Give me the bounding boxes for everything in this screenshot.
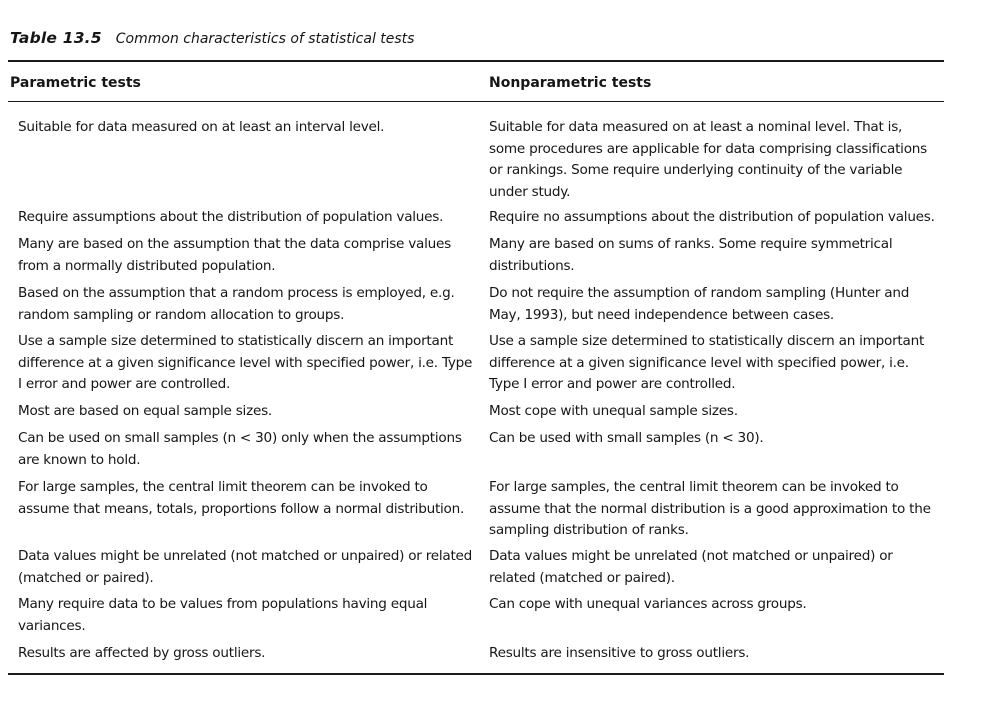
row-10-parametric: Many require data to be values from populations having equal variances. — [18, 596, 428, 634]
column-header-parametric: Parametric tests — [10, 75, 141, 91]
row-11-nonparametric: Results are insensitive to gross outliers. — [489, 645, 750, 661]
top-rule — [8, 60, 944, 62]
header-rule — [8, 101, 944, 102]
row-6-nonparametric: Most cope with unequal sample sizes. — [489, 403, 738, 419]
row-7-parametric: Can be used on small samples (n < 30) only when the assumptions are known to hold. — [18, 430, 462, 468]
row-5-parametric: Use a sample size determined to statistically discern an important difference at a given significance level with specified power, i.e. Type I error and power are controlled. — [18, 333, 473, 392]
row-8-parametric: For large samples, the central limit theorem can be invoked to assume that means, totals, proportions follow a normal distribution. — [18, 479, 465, 517]
row-3-nonparametric: Many are based on sums of ranks. Some require symmetrical distributions. — [489, 236, 893, 274]
row-1-parametric: Suitable for data measured on at least an interval level. — [18, 119, 385, 135]
row-11-parametric: Results are affected by gross outliers. — [18, 645, 266, 661]
column-header-nonparametric: Nonparametric tests — [489, 75, 652, 91]
row-4-nonparametric: Do not require the assumption of random sampling (Hunter and May, 1993), but need independence between cases. — [489, 285, 910, 323]
row-1-nonparametric: Suitable for data measured on at least a nominal level. That is, some procedures are applicable for data comprising classifications or rankings. Some require underlying continuity of the variable under study. — [489, 119, 927, 200]
row-6-parametric: Most are based on equal sample sizes. — [18, 403, 272, 419]
row-7-nonparametric: Can be used with small samples (n < 30). — [489, 430, 764, 446]
table-caption — [10, 28, 414, 49]
row-2-parametric: Require assumptions about the distribution of population values. — [18, 209, 444, 225]
row-4-parametric: Based on the assumption that a random process is employed, e.g. random sampling or random allocation to groups. — [18, 285, 455, 323]
row-2-nonparametric: Require no assumptions about the distribution of population values. — [489, 209, 935, 225]
row-9-nonparametric: Data values might be unrelated (not matched or unpaired) or related (matched or paired). — [489, 548, 893, 586]
row-3-parametric: Many are based on the assumption that the data comprise values from a normally distributed population. — [18, 236, 451, 274]
table-title: Common characteristics of statistical tests — [115, 31, 415, 47]
row-9-parametric: Data values might be unrelated (not matched or unpaired) or related (matched or paired). — [18, 548, 473, 586]
row-5-nonparametric: Use a sample size determined to statistically discern an important difference at a given significance level with specified power, i.e. Type I error and power are controlled. — [489, 333, 925, 392]
row-10-nonparametric: Can cope with unequal variances across groups. — [489, 596, 807, 612]
bottom-rule — [8, 673, 944, 675]
table-number: Table 13.5 — [10, 29, 102, 47]
row-8-nonparametric: For large samples, the central limit theorem can be invoked to assume that the normal distribution is a good approximation to the sampling distribution of ranks. — [489, 479, 931, 538]
